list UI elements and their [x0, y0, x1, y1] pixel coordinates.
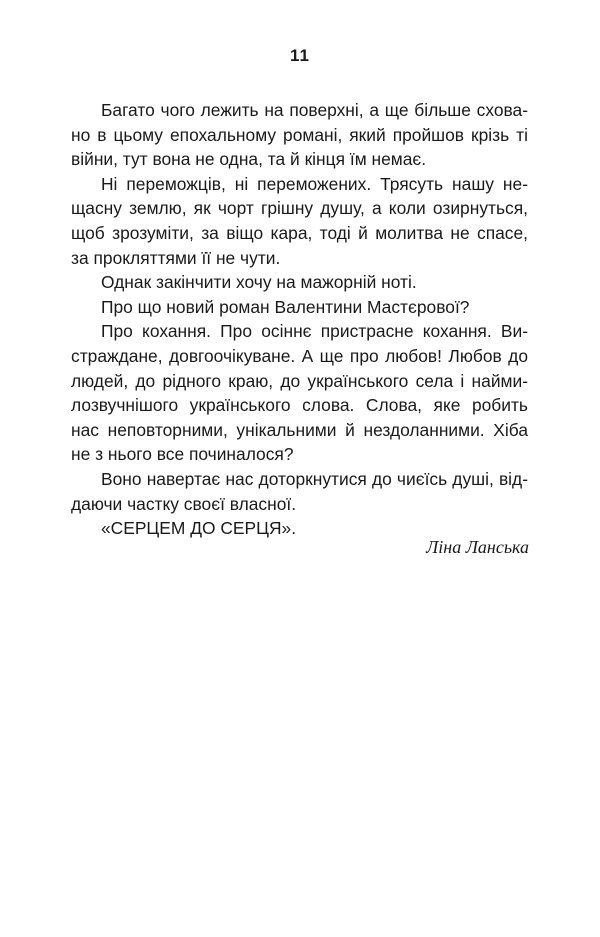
text-line: но в цьому епохальному романі, який пройшов крізь ті	[71, 124, 528, 145]
text-line: не з нього все починалося?	[71, 444, 294, 465]
text-line: лозвучнішого українського слова. Слова, яке робить	[71, 395, 528, 416]
text-line: Воно навертає нас доторкнутися до чиєїсь душі, від-	[101, 468, 528, 489]
body-text	[71, 98, 528, 541]
text-line: «СЕРЦЕМ ДО СЕРЦЯ».	[101, 518, 297, 539]
text-line: людей, до рідного краю, до українського села і найми-	[71, 370, 528, 391]
text-line: нас неповторними, унікальними й нездоланними. Хіба	[71, 419, 528, 440]
text-line: страждане, довгоочікуване. А ще про любов! Любов до	[71, 345, 528, 366]
text-line: Однак закінчити хочу на мажорній ноті.	[101, 272, 417, 293]
text-line: Про кохання. Про осіннє пристрасне кохання. Ви-	[101, 321, 528, 342]
page-number: 11	[290, 46, 310, 65]
text-line: за прокляттями її не чути.	[71, 247, 281, 268]
text-line: війни, тут вона не одна, та й кінця їм немає.	[71, 149, 427, 170]
text-line: Багато чого лежить на поверхні, а ще більше схова-	[101, 100, 528, 120]
text-line: даючи частку своєї власної.	[71, 493, 297, 514]
text-line: Ні переможців, ні переможених. Трясуть нашу не-	[101, 173, 528, 194]
text-line: щоб зрозуміти, за віщо кара, тоді й молитва не спасе,	[71, 222, 528, 243]
author-signature: Ліна Ланська	[426, 537, 529, 557]
text-line: щасну землю, як чорт грішну душу, а коли озирнуться,	[71, 198, 528, 219]
text-line: Про що новий роман Валентини Мастєрової?	[101, 296, 470, 317]
